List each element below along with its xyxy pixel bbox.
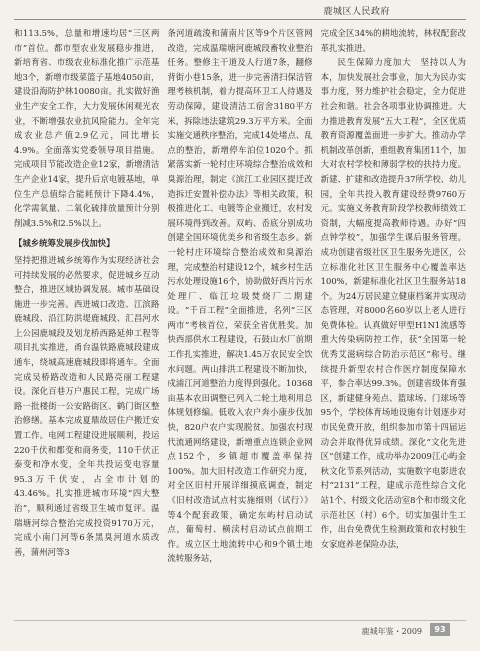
section-heading: 【城乡统筹发展步伐加快】 bbox=[14, 238, 115, 249]
body-paragraph: 坚持把推进城乡统筹作为实现经济社会可持续发展的必然要求，促进城乡互动整合，推进区域协调发展。城市基础设施进一步完善。西进城口改造、江滨路鹿城段、沿江防洪堤鹿城段、汇昌河水上公园鹿城段及划龙桥西路延伸工程等项目扎实推进，甬台温铁路鹿城段建成通车，绕城高速鹿城段即将通车。全面完成吴桥路改造和人民路亮丽工程建设。深化百巷万户惠民工程，完成广场路一批楼街一公安路街区、鹤门街区整治修缮。基本完成夏鼎故居住户搬迁安置工作。电网工程建设进展顺利，投运220千伏和都变和商务变，110千伏正泰变和净水变，全年共投运变电容量95.3万千伏安，占全市计划的43.46%。扎实推进城市环境“四大整治”，顺利通过省级卫生城市复评。温瑞塘河综合整治完成投资9170万元，完成小南门河等6条黑臭河道水质改善，蒲州河等3 bbox=[14, 254, 160, 557]
header-title: 鹿城区人民政府 bbox=[323, 7, 390, 17]
page-footer bbox=[0, 620, 480, 640]
page-number: 93 bbox=[430, 623, 450, 636]
body-paragraph: 条河道疏浚和蒲南片区等9个片区管网改造，完成温瑞塘河鹿城段畜牧业整治任务。整修主干道及人行道7条，翻修背街小巷15条，进一步完善清扫保洁管理考核机制，着力提高环卫工人待遇及劳动保障，建设清洁工宿舍3180平方米，拆除违法建筑29.3万平方米。全面实施交通秩序整治，完成14处堵点、乱点的整治，新增停车泊位1020个。抓紧落实新一轮村庄环境综合整治成效和臭源治理，制定《滨江工业园区提迁改造拆迁安置补偿办法》等相关政策，积极推进化工、电镀等企业搬迁，农村发展环境得到改善。双屿、岙底分别成功创建全国环境优美乡和省级生态乡。新一轮村庄环境综合整治成效和臭源治理，完成整治村建设12个，城乡村生活污水处理设施16个，协助做好西片污水处理厂、临江垃圾焚烧厂二期建设。“千百工程”全面推进，名列“三区两市”考核首位，荣获全省优胜奖。加快西部供水工程建设，石鼓山水厂前期工作扎实推进，解决1.45万农民安全饮水问题。两山排洪工程建设不断加快，戍浦江河道整治力度得到强化。10368亩基本农田调整已列入二轮土地利用总体规划修编。低收入农户奔小康步伐加快，820户农户实现脱贫。加强农村现代流通网络建设，新增重点连锁企业网点152个，乡镇超市覆盖率保持100%。加大旧村改造工作研究力度，对全区旧村开展详细摸底调查，制定《旧村改造试点村实施细则（试行）》等4个配套政策，确定东屿村启动试点，葡萄村、横渎村启动试点前期工作。成立区土地流转中心和9个镇土地流转服务站， bbox=[167, 28, 313, 564]
page-header bbox=[0, 0, 480, 20]
body-paragraph: 和113.5%，总量和增速均居“三区两市”首位。都市型农业发展稳步推进，新培育省、市级农业标准化推广示范基地3个，新增市级菜篮子基地4050亩，建设沿海防护林10080亩。扎实做好渔业生产安全工作，大力发展休闲观光农业，不断增强农业抗风险能力。全年完成农业总产值2.9亿元，同比增长4.9%。全面落实党委领导项目措施。完成项目节能改造企业12家，新增清洁生产企业14家，提升后京电镀基地，单位生产总值综合能耗预计下降4.4%，化学需氧量、二氧化硫排放量预计分别削减3.5%和2.5%以上。 bbox=[14, 28, 160, 228]
footer-publication: 鹿城年鉴・2009 bbox=[361, 627, 422, 636]
footer-rule bbox=[14, 620, 466, 621]
text-column-2 bbox=[167, 26, 312, 610]
header-rule bbox=[14, 19, 466, 20]
body-paragraph: 完成全区34%的耕地流转，林权配套改革扎实推进。 bbox=[320, 28, 466, 53]
text-column-1 bbox=[14, 26, 159, 610]
text-column-3 bbox=[321, 26, 466, 610]
body-paragraph: 民生保障力度加大 坚持以人为本，加快发展社会事业，加大为民办实事力度，努力维护社会稳定，全力促进社会和谐。社会各项事业协调推进。大力推进教育发展“五大工程”，全区优质教育资源覆盖面进一步扩大。推动办学机制改革创新，重组教育集团11个，加大对农村学校和薄弱学校的扶持力度。新建、扩建和改造提升37所学校、幼儿园，全年共投入教育建设经费9760万元。实施义务教育阶段学校教师绩效工资制，大幅度提高教师待遇。办好“四点钟学校”，加强学生课后服务管理。成功创建省级社区卫生服务先进区，公立标准化社区卫生服务中心覆盖率达100%，新建标准化社区卫生服务站18个。为24万居民建立健康档案并实现动态管理，对8000名60岁以上老人进行免费体检。认真做好甲型H1N1流感等重大传染病防控工作，获“全国第一轮优秀艾滋病综合防治示范区”称号。继续提升新型农村合作医疗制度保障水平，参合率达99.3%。创建省级体育强区，新建健身苑点、篮球场、门球场等95个，学校体育场地设施有计划逐步对市民免费开放，组织参加市第十四届运动会并取得优异成绩。深化“文化先进区”创建工作，成功举办2009江心屿金秋文化节系列活动，实施数字电影进农村“2131”工程，建成示范性综合文化站1个、村级文化活动室8个和市级文化示范社区（村）6个。切实加强计生工作，出台免费优生检测政策和农村独生女家庭养老保险办法， bbox=[320, 57, 466, 549]
body-columns bbox=[14, 26, 466, 610]
